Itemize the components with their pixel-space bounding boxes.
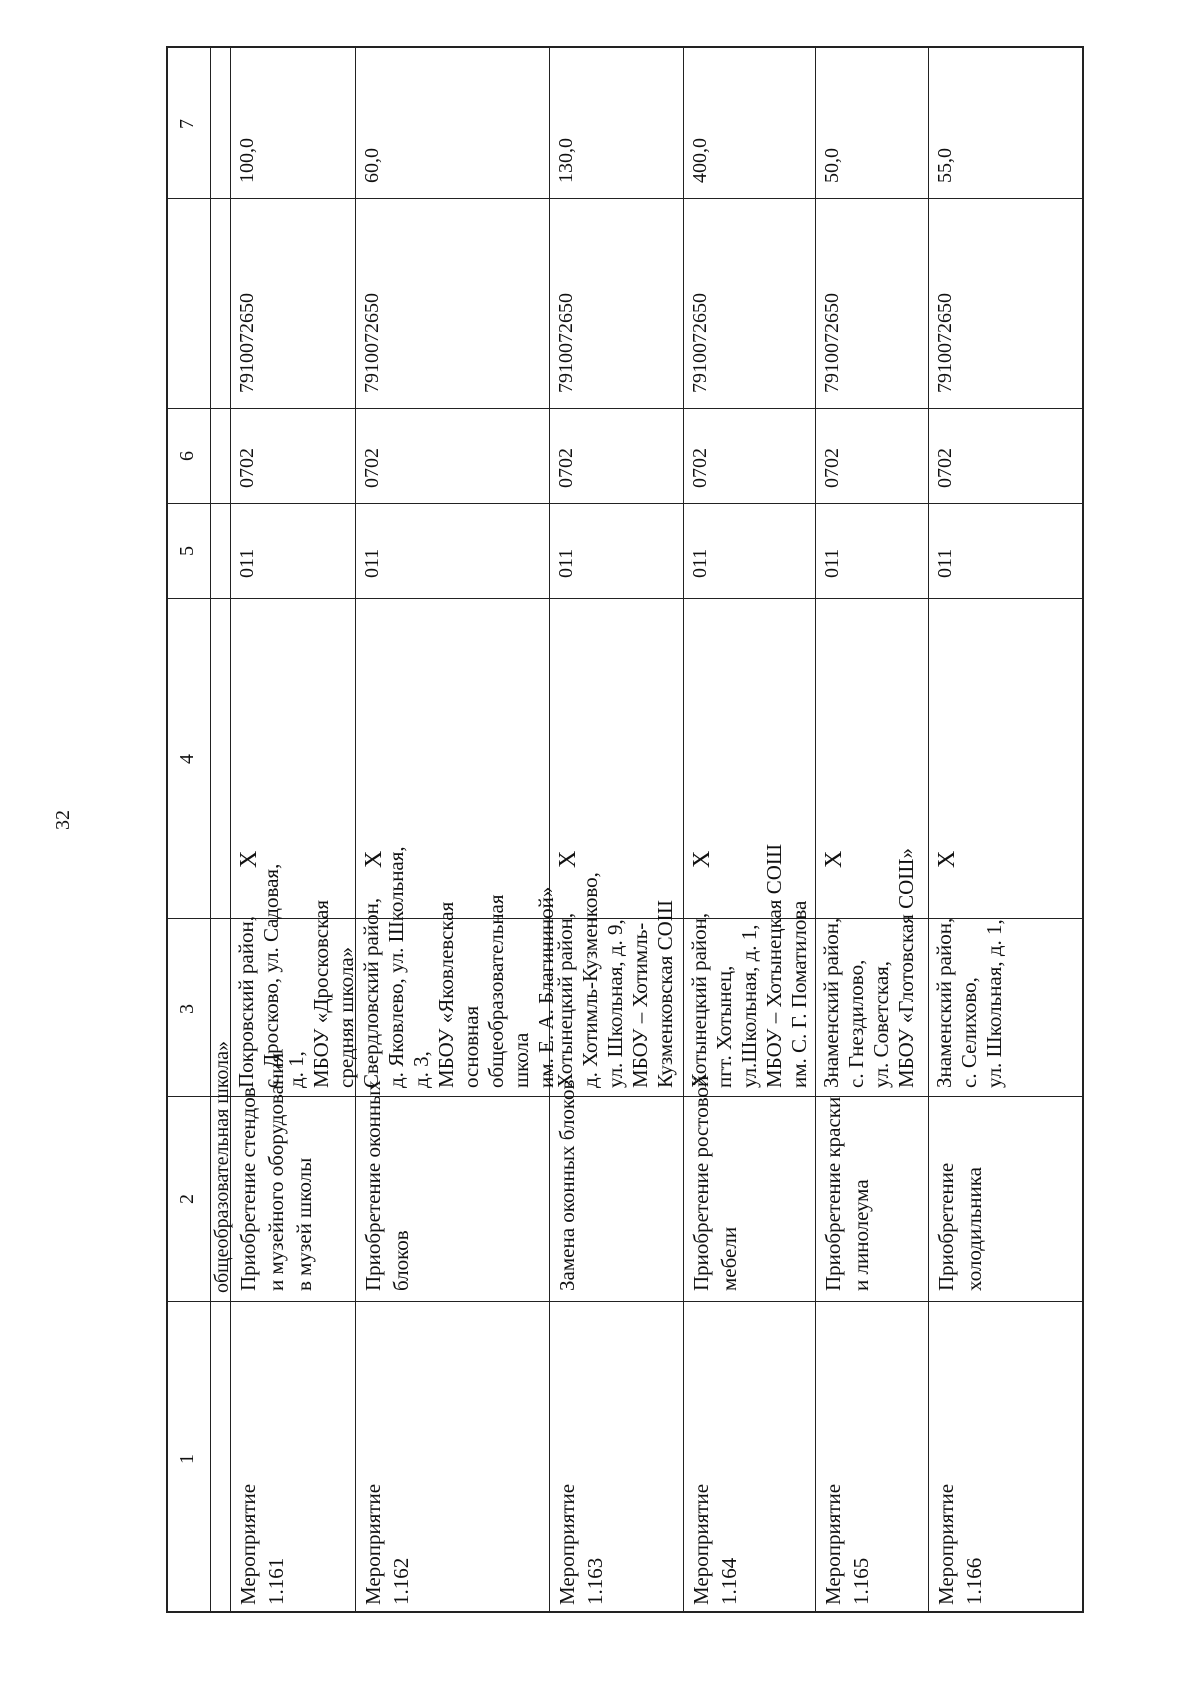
activity-cell bbox=[553, 1080, 581, 1291]
activity-cell bbox=[234, 1053, 318, 1291]
row-divider bbox=[683, 48, 684, 1611]
address-cell bbox=[234, 864, 359, 1088]
column-header-3: 3 bbox=[176, 1004, 198, 1014]
column-divider bbox=[168, 598, 1082, 599]
column-divider bbox=[168, 503, 1082, 504]
code-0702: 0702 bbox=[934, 448, 956, 488]
code-011: 011 bbox=[934, 548, 956, 578]
row-id-cell bbox=[234, 1484, 290, 1605]
cell-line: им. С. Г. Поматилова bbox=[787, 900, 811, 1088]
cell-line: МБОУ «Дросковская bbox=[309, 900, 333, 1088]
cell-line: д. 3, bbox=[409, 1051, 433, 1088]
cell-line: Мероприятие bbox=[361, 1483, 385, 1605]
cell-line: и музейного оборудования bbox=[264, 1052, 288, 1291]
code-011: 011 bbox=[555, 548, 577, 578]
code-011: 011 bbox=[689, 548, 711, 578]
cell-line: Свердловский район, bbox=[359, 897, 383, 1088]
x-mark: X bbox=[689, 850, 715, 868]
row-divider bbox=[230, 48, 231, 1611]
cell-line: школа bbox=[509, 1032, 533, 1088]
code-0702: 0702 bbox=[689, 448, 711, 488]
row-id-cell bbox=[359, 1484, 415, 1605]
cell-line: холодильника bbox=[962, 1167, 986, 1291]
activity-cell bbox=[687, 1076, 743, 1291]
cell-line: мебели bbox=[717, 1226, 741, 1291]
code-7910072650: 7910072650 bbox=[236, 293, 258, 393]
x-mark: X bbox=[821, 850, 847, 868]
cell-line: Хотынецкий район, bbox=[553, 912, 577, 1088]
cell-line: Кузменковская СОШ bbox=[653, 900, 677, 1088]
x-mark: X bbox=[555, 850, 581, 868]
cell-line: 1.162 bbox=[389, 1557, 413, 1605]
cell-line: ул.Школьная, д. 1, bbox=[737, 924, 761, 1088]
cell-line: Покровский район, bbox=[234, 916, 258, 1088]
cell-line: МБОУ «Яковлевская bbox=[434, 901, 458, 1088]
row-id-cell bbox=[687, 1484, 743, 1605]
rotated-table bbox=[166, 46, 1084, 1613]
cell-line: Замена оконных блоков bbox=[555, 1079, 579, 1291]
column-header-4: 4 bbox=[176, 754, 198, 764]
cell-line: с. Гнездилово, bbox=[844, 959, 868, 1088]
cell-line: ул. Школьная, д. 9, bbox=[603, 919, 627, 1088]
code-0702: 0702 bbox=[821, 448, 843, 488]
cell-line: 1.164 bbox=[717, 1557, 741, 1605]
column-header-5: 5 bbox=[176, 546, 198, 556]
cell-line: основная bbox=[459, 1005, 483, 1088]
code-7910072650: 7910072650 bbox=[689, 293, 711, 393]
code-7910072650: 7910072650 bbox=[934, 293, 956, 393]
amount-value: 50,0 bbox=[821, 148, 843, 183]
address-cell bbox=[359, 846, 559, 1088]
cell-line: им. Е. А. Благининой» bbox=[534, 886, 558, 1088]
address-cell bbox=[687, 844, 812, 1088]
cell-line: Мероприятие bbox=[236, 1483, 260, 1605]
column-header-6: 6 bbox=[176, 451, 198, 461]
code-7910072650: 7910072650 bbox=[361, 293, 383, 393]
cell-line: д. Хотимль-Кузменково, bbox=[578, 872, 602, 1088]
amount-value: 55,0 bbox=[934, 148, 956, 183]
address-cell bbox=[819, 848, 919, 1088]
cell-line: 1.166 bbox=[962, 1557, 986, 1605]
cell-line: д. 1, bbox=[284, 1051, 308, 1088]
column-header-2: 2 bbox=[176, 1194, 198, 1204]
code-0702: 0702 bbox=[236, 448, 258, 488]
row-id-cell bbox=[932, 1484, 988, 1605]
column-divider bbox=[168, 1301, 1082, 1302]
cell-line: Приобретение оконных bbox=[361, 1080, 385, 1291]
cell-line: 1.161 bbox=[264, 1557, 288, 1605]
cell-line: пгт. Хотынец, bbox=[712, 965, 736, 1088]
cell-line: Приобретение bbox=[934, 1162, 958, 1291]
cell-line: ул. Школьная, д. 1, bbox=[982, 919, 1006, 1088]
row-divider bbox=[549, 48, 550, 1611]
cell-line: Знаменский район, bbox=[819, 917, 843, 1088]
cell-line: МБОУ – Хотимль- bbox=[628, 922, 652, 1088]
cell-line: Мероприятие bbox=[821, 1483, 845, 1605]
cell-line: средняя школа» bbox=[334, 946, 358, 1088]
code-011: 011 bbox=[821, 548, 843, 578]
cell-line: Приобретение краски bbox=[821, 1096, 845, 1291]
cell-line: МБОУ – Хотынецкая СОШ bbox=[762, 843, 786, 1088]
cell-line: 1.163 bbox=[583, 1557, 607, 1605]
column-header-7: 7 bbox=[176, 119, 198, 129]
x-mark: X bbox=[934, 850, 960, 868]
x-mark: X bbox=[236, 850, 262, 868]
code-011: 011 bbox=[361, 548, 383, 578]
page-number: 32 bbox=[52, 810, 74, 830]
cell-line: 1.165 bbox=[849, 1557, 873, 1605]
x-mark: X bbox=[361, 850, 387, 868]
cell-line: Мероприятие bbox=[689, 1483, 713, 1605]
cell-line: блоков bbox=[389, 1230, 413, 1291]
cell-line: ул. Советская, bbox=[869, 960, 893, 1088]
amount-value: 400,0 bbox=[689, 138, 711, 183]
row-id-cell bbox=[819, 1484, 875, 1605]
cell-line: Приобретение стендов bbox=[236, 1087, 260, 1291]
cell-line: МБОУ «Глотовская СОШ» bbox=[894, 848, 918, 1088]
row-divider bbox=[815, 48, 816, 1611]
cell-line: Приобретение ростовой bbox=[689, 1075, 713, 1291]
row-divider bbox=[210, 48, 211, 1611]
cell-line: общеобразовательная bbox=[484, 894, 508, 1088]
row-divider bbox=[355, 48, 356, 1611]
code-0702: 0702 bbox=[555, 448, 577, 488]
code-7910072650: 7910072650 bbox=[555, 293, 577, 393]
cell-line: Мероприятие bbox=[555, 1483, 579, 1605]
row-divider bbox=[928, 48, 929, 1611]
code-0702: 0702 bbox=[361, 448, 383, 488]
cell-line: в музей школы bbox=[292, 1157, 316, 1291]
amount-value: 60,0 bbox=[361, 148, 383, 183]
cell-line: Хотынецкий район, bbox=[687, 912, 711, 1088]
column-header-1: 1 bbox=[176, 1454, 198, 1464]
address-cell bbox=[553, 872, 678, 1088]
cell-line: д. Яковлево, ул. Школьная, bbox=[384, 846, 408, 1088]
cell-line: с. Селихово, bbox=[957, 977, 981, 1088]
amount-value: 130,0 bbox=[555, 138, 577, 183]
amount-value: 100,0 bbox=[236, 138, 258, 183]
activity-cell bbox=[819, 1097, 875, 1291]
cell-line: Мероприятие bbox=[934, 1483, 958, 1605]
continuation-cell: общеобразовательная школа» bbox=[211, 1040, 233, 1293]
code-7910072650: 7910072650 bbox=[821, 293, 843, 393]
activity-cell bbox=[359, 1080, 415, 1291]
cell-line: и линолеума bbox=[849, 1179, 873, 1291]
address-cell bbox=[932, 918, 1007, 1088]
column-divider bbox=[168, 198, 1082, 199]
cell-line: с. Дросково, ул. Садовая, bbox=[259, 863, 283, 1088]
activity-cell bbox=[932, 1163, 988, 1291]
cell-line: Знаменский район, bbox=[932, 917, 956, 1088]
code-011: 011 bbox=[236, 548, 258, 578]
column-divider bbox=[168, 408, 1082, 409]
row-id-cell bbox=[553, 1484, 609, 1605]
